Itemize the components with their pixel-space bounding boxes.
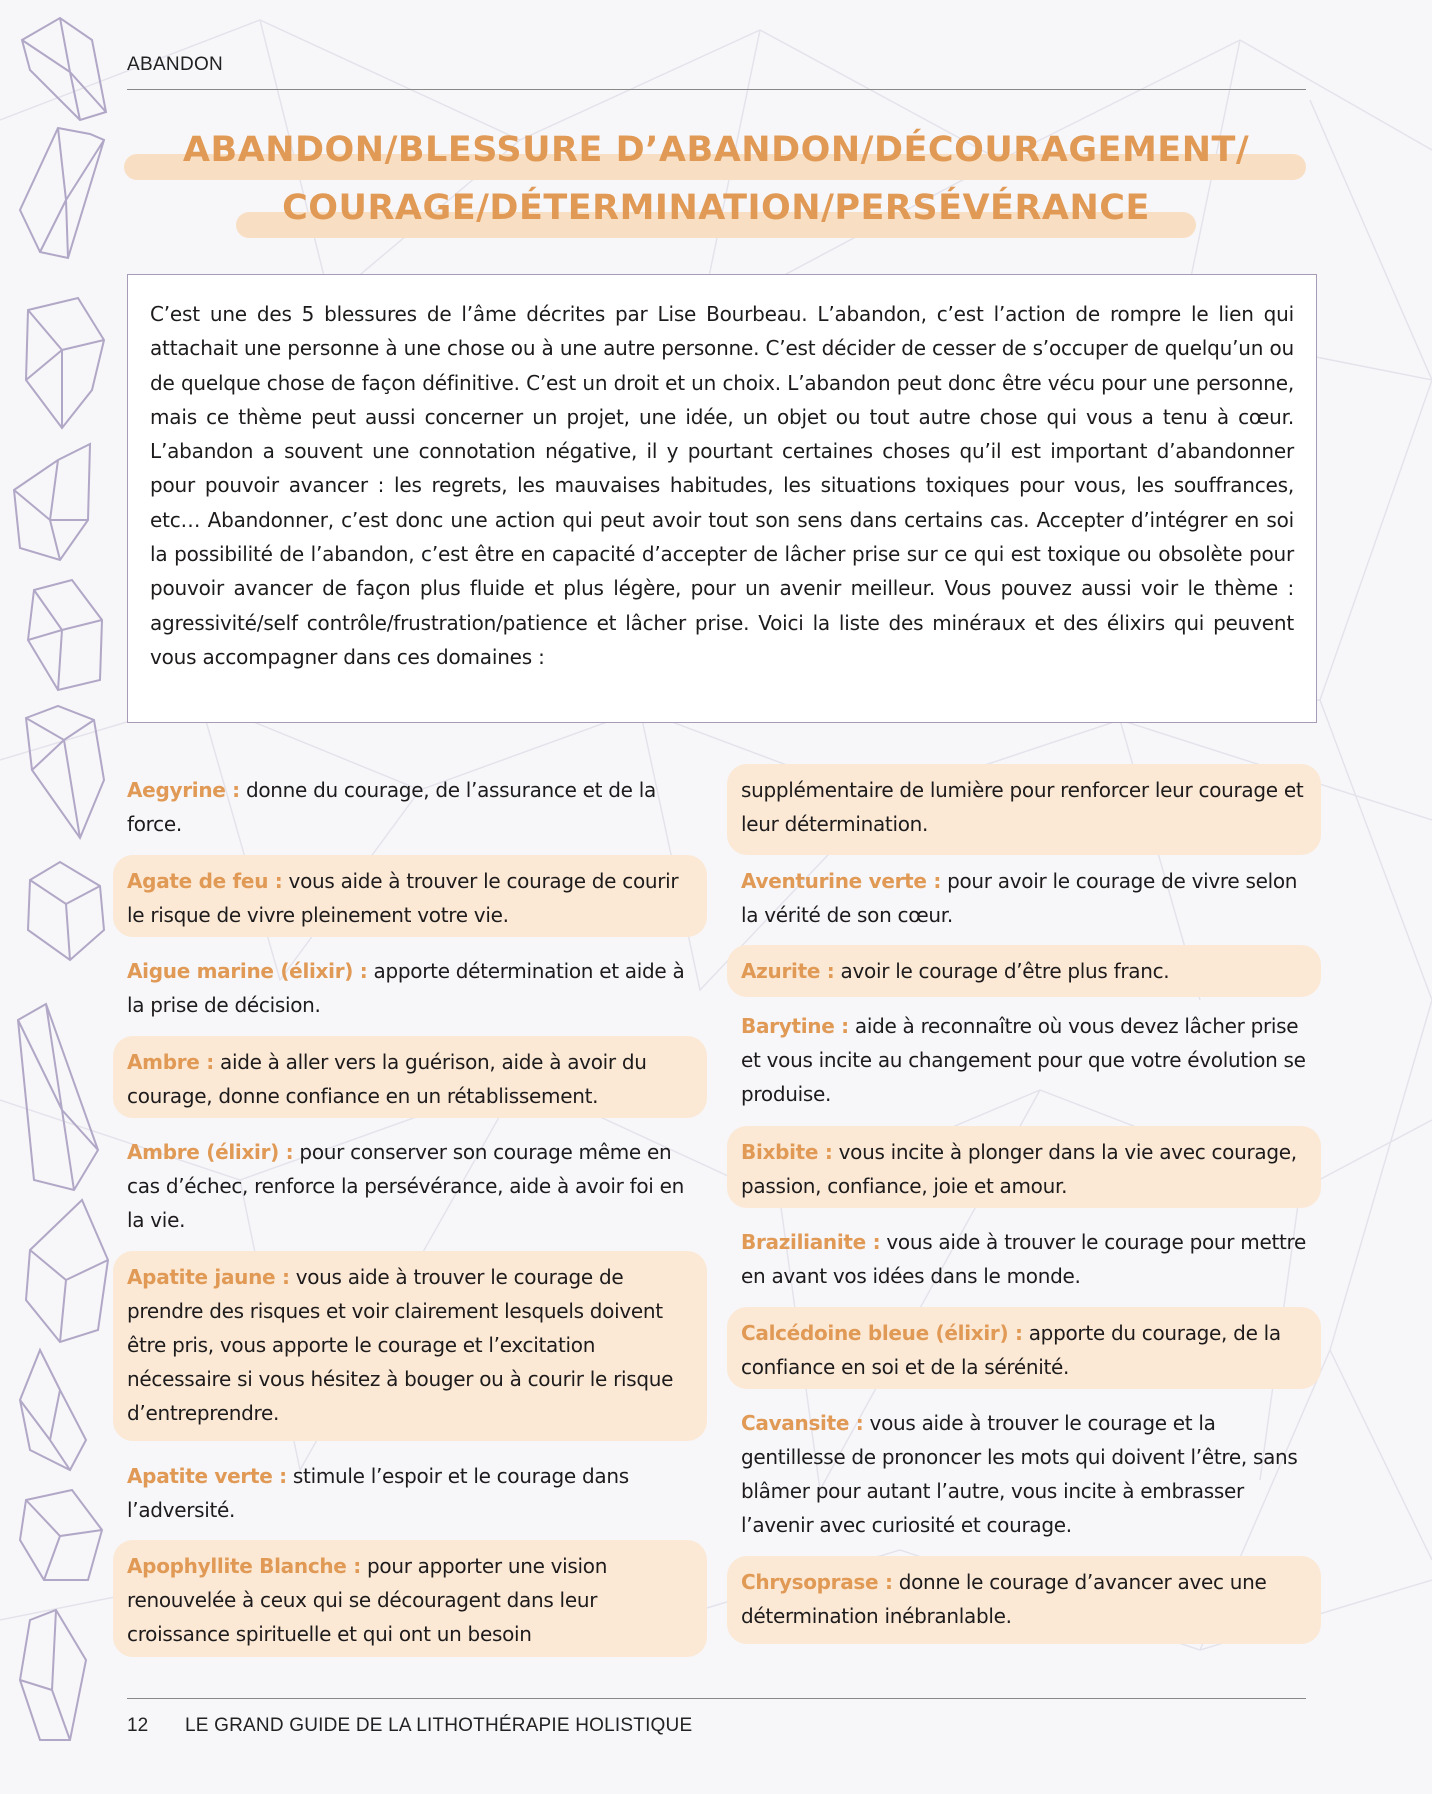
section-header: ABANDON <box>127 54 224 75</box>
mineral-name: Azurite : <box>741 959 835 983</box>
crystal-icon <box>28 580 102 690</box>
page-title-text-2: COURAGE/DÉTERMINATION/PERSÉVÉRANCE <box>282 188 1150 228</box>
footer-divider <box>127 1698 1306 1699</box>
page-number: 12 <box>127 1715 149 1736</box>
intro-box <box>127 274 1317 723</box>
page-title-text-1: ABANDON/BLESSURE D’ABANDON/DÉCOURAGEMENT/ <box>182 130 1250 170</box>
mineral-name: Aventurine verte : <box>741 869 942 893</box>
mineral-name: Cavansite : <box>741 1411 864 1435</box>
page-title-line-2 <box>0 188 1432 228</box>
crystal-icon <box>14 444 90 560</box>
mineral-description: avoir le courage d’être plus franc. <box>834 959 1170 983</box>
crystal-icon <box>20 1610 86 1740</box>
mineral-name: Ambre (élixir) : <box>127 1140 294 1164</box>
intro-paragraph: C’est une des 5 blessures de l’âme décrites par Lise Bourbeau. L’abandon, c’est l’action de rompre le lien qui attachait une personne à une chose ou à une autre personne. C’est décider de cesser de s’occuper de quelqu’un ou de quelque chose de façon définitive. C’est un droit et un choix. L’abandon peut donc être vécu pour une personne, mais ce thème peut aussi concerner un projet, une idée, un objet ou tout autre chose qui vous a tenu à cœur. L’abandon a souvent une connotation négative, il y pourtant certaines choses qu’il est important d’abandonner pour pouvoir avancer : les regrets, les mauvaises habitudes, les situations toxiques pour vous, les souffrances, etc… Abandonner, c’est donc une action qui peut avoir tout son sens dans certains cas. Accepter d’intégrer en soi la possibilité de l’abandon, c’est être en capacité d’accepter de lâcher prise sur ce qui est toxique ou obsolète pour pouvoir avancer de façon plus fluide et plus légère, pour un avenir meilleur. Vous pouvez aussi voir le thème : agressivité/self contrôle/frustration/patience et lâcher prise. Voici la liste des minéraux et des élixirs qui peuvent vous accompagner dans ces domaines : <box>150 302 1294 669</box>
crystal-outlines <box>14 18 108 1740</box>
mineral-name: Agate de feu : <box>127 869 283 893</box>
list-item <box>727 1000 1321 1117</box>
crystal-icon <box>20 1490 102 1580</box>
crystal-icon <box>26 298 104 428</box>
mineral-description: pour apporter une vision renouvelée à ceux qui se découragent dans leur croissance spirituelle et qui ont un besoin <box>127 1554 608 1646</box>
mineral-description: donne le courage d’avancer avec une détermination inébranlable. <box>741 1570 1267 1628</box>
mineral-description: vous aide à trouver le courage de prendre des risques et voir clairement lesquels doivent être pris, vous apporte le courage et l’excitation nécessaire si vous hésitez à bouger ou à courir le risque d’entreprendre. <box>127 1265 674 1425</box>
header-divider <box>127 89 1306 90</box>
crystal-icon <box>26 1200 108 1342</box>
mineral-description: pour avoir le courage de vivre selon la vérité de son cœur. <box>741 869 1298 927</box>
list-item <box>727 764 1321 855</box>
mineral-name: Apophyllite Blanche : <box>127 1554 361 1578</box>
mineral-description: vous incite à plonger dans la vie avec courage, passion, confiance, joie et amour. <box>741 1140 1297 1198</box>
list-item <box>727 1126 1321 1208</box>
list-item <box>727 1307 1321 1389</box>
mineral-description: apporte du courage, de la confiance en soi et de la sérénité. <box>741 1321 1281 1379</box>
list-item <box>113 1036 707 1118</box>
mineral-name: Bixbite : <box>741 1140 833 1164</box>
list-item <box>113 1540 707 1657</box>
crystal-icon <box>28 862 104 960</box>
mineral-name: Brazilianite : <box>741 1230 881 1254</box>
mineral-name: Barytine : <box>741 1014 849 1038</box>
list-item <box>113 764 707 846</box>
list-item <box>113 1126 707 1243</box>
mineral-name: Calcédoine bleue (élixir) : <box>741 1321 1023 1345</box>
page-title-line-1 <box>0 130 1432 170</box>
mineral-description: vous aide à trouver le courage pour mettre en avant vos idées dans le monde. <box>741 1230 1307 1288</box>
mineral-name: Chrysoprase : <box>741 1570 893 1594</box>
list-item <box>113 945 707 1027</box>
mineral-description: vous aide à trouver le courage de courir le risque de vivre pleinement votre vie. <box>127 869 679 927</box>
book-title: LE GRAND GUIDE DE LA LITHOTHÉRAPIE HOLISTIQUE <box>185 1715 693 1736</box>
mineral-name: Ambre : <box>127 1050 214 1074</box>
list-item <box>727 855 1321 937</box>
mineral-description: vous aide à trouver le courage et la gentillesse de prononcer les mots qui doivent l’être, sans blâmer pour autant l’autre, vous incite à embrasser l’avenir avec curiosité et courage. <box>741 1411 1298 1537</box>
mineral-name: Apatite jaune : <box>127 1265 290 1289</box>
mineral-description: supplémentaire de lumière pour renforcer leur courage et leur détermination. <box>741 778 1304 836</box>
mineral-name: Aigue marine (élixir) : <box>127 959 368 983</box>
list-item <box>727 1216 1321 1298</box>
mineral-name: Aegyrine : <box>127 778 240 802</box>
list-item <box>113 1450 707 1532</box>
list-item <box>727 1397 1321 1547</box>
mineral-name: Apatite verte : <box>127 1464 287 1488</box>
mineral-description: stimule l’espoir et le courage dans l’adversité. <box>127 1464 629 1522</box>
mineral-description: apporte détermination et aide à la prise de décision. <box>127 959 685 1017</box>
mineral-description: aide à reconnaître où vous devez lâcher prise et vous incite au changement pour que votre évolution se produise. <box>741 1014 1306 1106</box>
crystal-icon <box>18 1004 98 1190</box>
mineral-description: donne du courage, de l’assurance et de la force. <box>127 778 656 836</box>
list-item <box>727 945 1321 997</box>
mineral-description: aide à aller vers la guérison, aide à avoir du courage, donne confiance en un rétablissement. <box>127 1050 647 1108</box>
list-item <box>727 1556 1321 1644</box>
crystal-icon <box>22 18 106 120</box>
crystal-icon <box>20 1350 86 1470</box>
crystal-icon <box>26 706 104 838</box>
list-item <box>113 1251 707 1441</box>
list-item <box>113 855 707 937</box>
mineral-description: pour conserver son courage même en cas d’échec, renforce la persévérance, aide à avoir foi en la vie. <box>127 1140 685 1232</box>
